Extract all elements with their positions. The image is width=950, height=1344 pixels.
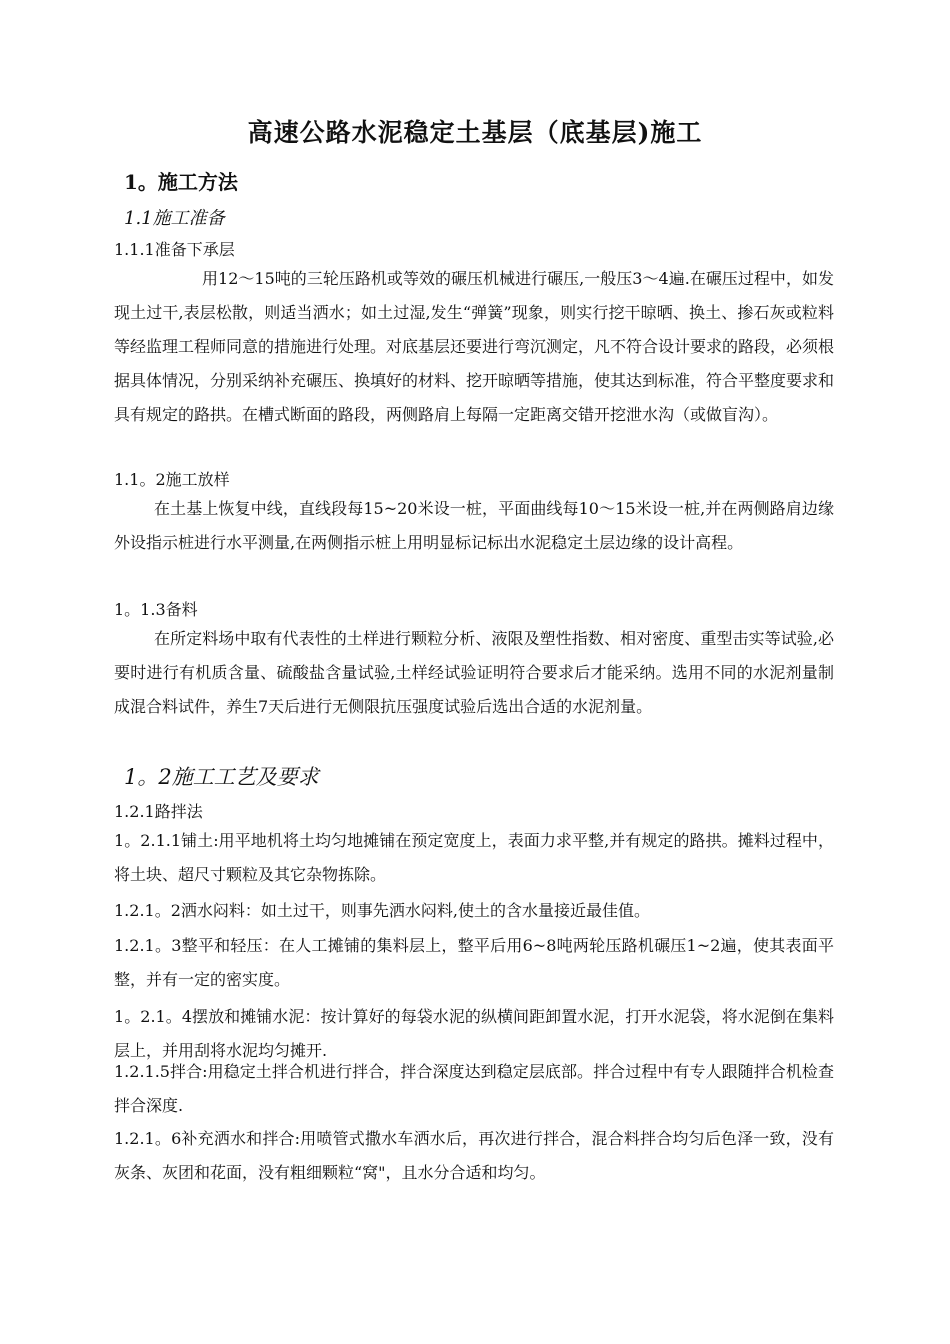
paragraph-1-1-3: 在所定料场中取有代表性的土样进行颗粒分析、液限及塑性指数、相对密度、重型击实等试验,必要时进行有机质含量、硫酸盐含量试验,土样经试验证明符合要求后才能采纳。选用不同的水泥剂量制成混合料试件，养生7天后进行无侧限抗压强度试验后选出合适的水泥剂量。 [114, 629, 834, 716]
paragraph-1-2-1-1: 1。2.1.1铺土:用平地机将土均匀地摊铺在预定宽度上，表面力求平整,并有规定的路拱。摊料过程中，将土块、超尺寸颗粒及其它杂物拣除。 [114, 831, 834, 884]
subsection-heading-1-2: 1。2施工工艺及要求 [124, 765, 319, 789]
subsection-heading-1-1: 1.1施工准备 [124, 208, 225, 229]
paragraph-1-2-1-2: 1.2.1。2洒水闷料：如土过干，则事先洒水闷料,使土的含水量接近最佳值。 [114, 901, 650, 920]
paragraph-1-2-1-4: 1。2.1。4摆放和摊铺水泥：按计算好的每袋水泥的纵横间距卸置水泥，打开水泥袋，将水泥倒在集料层上，并用刮将水泥均匀摊开. [114, 1007, 834, 1060]
heading-1-1-2: 1.1。2施工放样 [114, 470, 230, 489]
paragraph-1-1-2: 在土基上恢复中线，直线段每15~20米设一桩，平面曲线每10～15米设一桩,并在两侧路肩边缘外设指示桩进行水平测量,在两侧指示桩上用明显标记标出水泥稳定土层边缘的设计高程。 [114, 499, 834, 552]
paragraph-1-2-1-6: 1.2.1。6补充洒水和拌合:用喷管式撒水车洒水后，再次进行拌合，混合料拌合均匀后色泽一致，没有灰条、灰团和花面，没有粗细颗粒“窝"，且水分合适和均匀。 [114, 1129, 834, 1182]
heading-1-1-1: 1.1.1准备下承层 [114, 240, 235, 259]
heading-1-2-1: 1.2.1路拌法 [114, 802, 203, 821]
section-heading-1: 1。施工方法 [124, 170, 238, 194]
document-title: 高速公路水泥稳定土基层（底基层)施工 [247, 118, 703, 147]
paragraph-1-1-1: 用12～15吨的三轮压路机或等效的碾压机械进行碾压,一般压3～4遍.在碾压过程中，如发现土过干,表层松散，则适当洒水；如土过湿,发生“弹簧”现象，则实行挖干晾晒、换土、掺石灰或粒料等经监理工程师同意的措施进行处理。对底基层还要进行弯沉测定，凡不符合设计要求的路段，必须根据具体情况，分别采纳补充碾压、换填好的材料、挖开晾晒等措施，使其达到标准，符合平整度要求和具有规定的路拱。在槽式断面的路段，两侧路肩上每隔一定距离交错开挖泄水沟（或做盲沟）。 [114, 269, 835, 424]
heading-1-1-3: 1。1.3备料 [114, 600, 198, 619]
paragraph-1-2-1-5: 1.2.1.5拌合:用稳定土拌合机进行拌合，拌合深度达到稳定层底部。拌合过程中有专人跟随拌合机检查拌合深度. [114, 1062, 834, 1115]
paragraph-1-2-1-3: 1.2.1。3整平和轻压：在人工摊铺的集料层上，整平后用6~8吨两轮压路机碾压1~2遍，使其表面平整，并有一定的密实度。 [114, 936, 834, 989]
